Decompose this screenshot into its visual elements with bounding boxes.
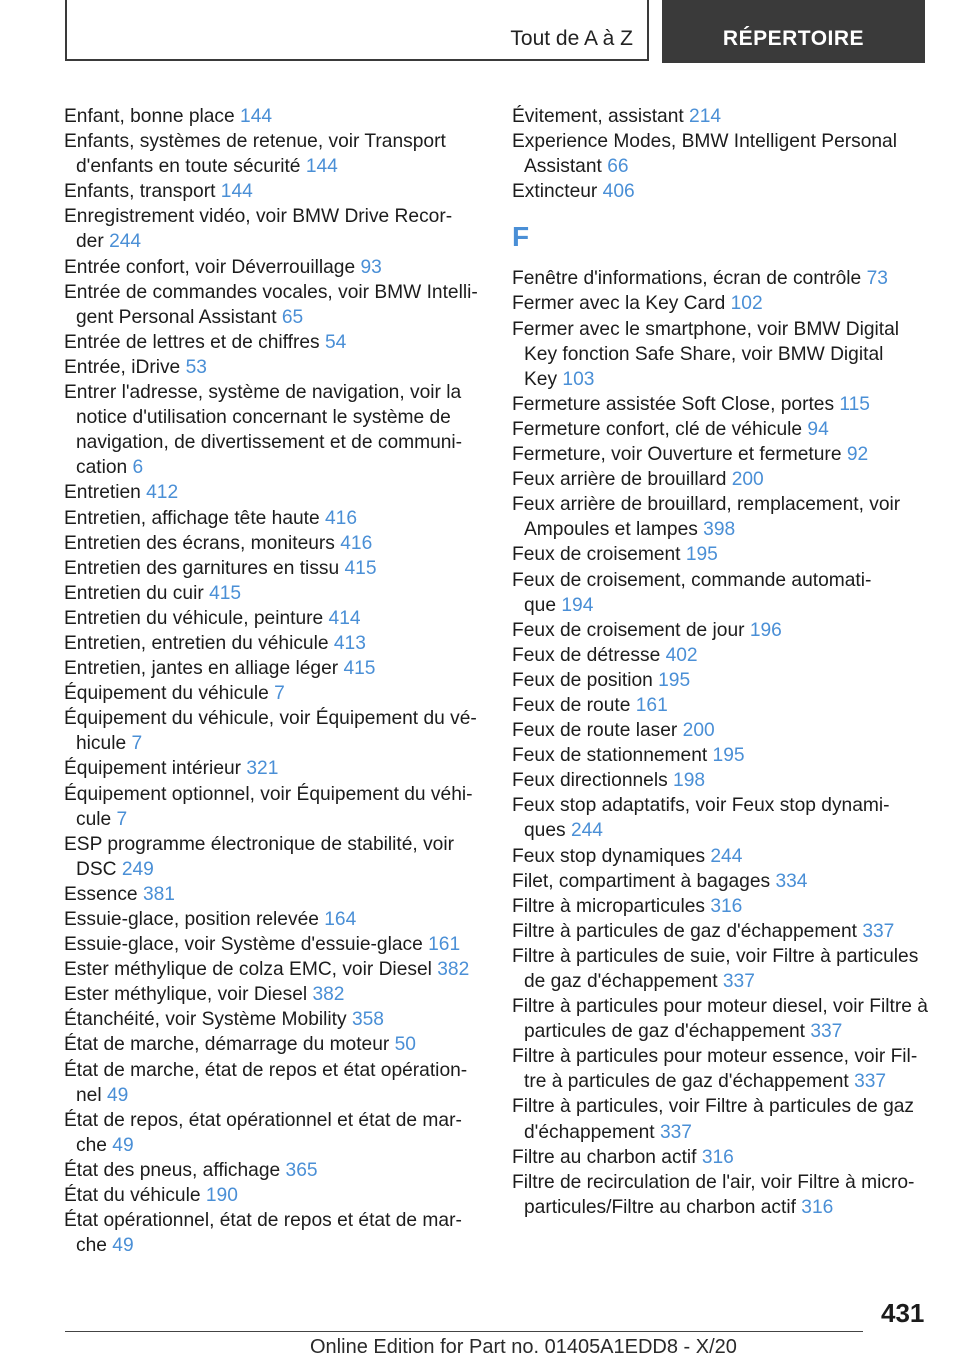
index-column-left <box>64 104 484 1258</box>
entry-text: Fermer avec le smartphone, voir BMW Digital <box>512 318 900 340</box>
entry-text: que <box>524 594 562 616</box>
index-entry <box>512 392 932 417</box>
entry-text: Feux arrière de brouillard <box>512 469 732 491</box>
index-entry <box>64 280 484 330</box>
index-entry <box>64 1158 484 1183</box>
page-reference-link[interactable]: 316 <box>801 1196 834 1218</box>
entry-text: Filtre à particules de suie, voir Filtre à particules <box>512 945 919 967</box>
entry-text: Feux directionnels <box>512 770 674 792</box>
page-reference-link[interactable]: 195 <box>685 544 718 566</box>
entry-text: Entretien <box>64 482 147 504</box>
index-entry <box>64 681 484 706</box>
entry-text: État des pneus, affichage <box>64 1159 286 1181</box>
entry-text: Entrée de commandes vocales, voir BMW Intelli‐ <box>64 281 478 303</box>
entry-text: Filtre à particules de gaz d'échappement <box>512 920 863 942</box>
index-entry <box>512 944 932 994</box>
index-group-f <box>512 266 932 1220</box>
edition-text: Online Edition for Part no. 01405A1EDD8 - X/20 <box>310 1336 737 1358</box>
entry-text: Feux de stationnement <box>512 745 713 767</box>
page-reference-link[interactable]: 7 <box>116 808 128 830</box>
entry-text: État du véhicule <box>64 1185 206 1207</box>
entry-text: hicule <box>76 733 132 755</box>
page-reference-link[interactable]: 406 <box>602 181 635 203</box>
entry-text: Feux de croisement, commande automati‐ <box>512 569 872 591</box>
page-reference-link[interactable]: 144 <box>305 156 338 178</box>
page-reference-link[interactable]: 195 <box>712 745 745 767</box>
index-entry <box>64 982 484 1007</box>
entry-text: Entretien du cuir <box>64 582 210 604</box>
entry-text: Entretien, entretien du véhicule <box>64 632 334 654</box>
entry-text: État de marche, état de repos et état opération‐ <box>64 1059 468 1081</box>
page-reference-link[interactable]: 214 <box>689 106 722 127</box>
index-entry <box>64 832 484 882</box>
index-entry <box>512 618 932 643</box>
entry-text: d'échappement <box>524 1121 660 1143</box>
section-letter-f: F <box>512 221 530 253</box>
page-reference-link[interactable]: 381 <box>142 883 175 905</box>
entry-text: Feux de détresse <box>512 644 666 666</box>
page-reference-link[interactable]: 54 <box>324 331 347 353</box>
entry-text: navigation, de divertissement et de communi‐ <box>76 432 463 454</box>
index-entry <box>64 907 484 932</box>
entry-text: Fermeture assistée Soft Close, portes <box>512 393 840 415</box>
page-reference-link[interactable]: 53 <box>185 356 207 378</box>
index-entry <box>64 782 484 832</box>
entry-text: d'enfants en toute sécurité <box>76 156 306 178</box>
entry-text: Fermer avec la Key Card <box>512 293 731 315</box>
index-entry <box>512 994 932 1044</box>
entry-text: Entretien des écrans, moniteurs <box>64 532 341 554</box>
index-entry <box>512 568 932 618</box>
entry-text: Feux stop adaptatifs, voir Feux stop dynami‐ <box>512 795 890 817</box>
index-entry <box>64 179 484 204</box>
page-reference-link[interactable]: 337 <box>810 1021 843 1043</box>
entry-text: particules/Filtre au charbon actif <box>524 1196 802 1218</box>
section-tab <box>65 0 649 61</box>
index-entry <box>64 204 484 254</box>
entry-text: Équipement optionnel, voir Équipement du véhi‐ <box>64 783 473 805</box>
index-entry <box>512 919 932 944</box>
index-entry <box>512 492 932 542</box>
entry-text: Fenêtre d'informations, écran de contrôle <box>512 268 867 290</box>
page-reference-link[interactable]: 194 <box>561 594 594 616</box>
entry-text: Filtre à particules pour moteur diesel, voir Filtre à <box>512 996 928 1018</box>
index-entry <box>512 793 932 843</box>
entry-text: Essuie-glace, voir Système d'essuie-glace <box>64 934 429 956</box>
index-entry <box>64 957 484 982</box>
index-entry <box>64 1208 484 1258</box>
page-reference-link[interactable]: 102 <box>730 293 763 315</box>
page-reference-link[interactable]: 66 <box>607 156 629 178</box>
page-reference-link[interactable]: 161 <box>428 934 461 956</box>
page-reference-link[interactable]: 414 <box>328 607 361 629</box>
index-entry <box>512 1094 932 1144</box>
entry-text: Entretien, affichage tête haute <box>64 507 325 529</box>
entry-text: Enfants, systèmes de retenue, voir Transport <box>64 131 446 153</box>
entry-text: de gaz d'échappement <box>524 971 723 992</box>
index-entry <box>64 1007 484 1032</box>
index-entry <box>64 556 484 581</box>
page-reference-link[interactable]: 334 <box>775 870 808 892</box>
index-entry <box>512 291 932 316</box>
page-reference-link[interactable]: 416 <box>340 532 373 554</box>
index-entry <box>512 643 932 668</box>
page-reference-link[interactable]: 365 <box>285 1159 318 1181</box>
index-entry <box>64 656 484 681</box>
page-reference-link[interactable]: 7 <box>274 683 285 705</box>
entry-text: État de repos, état opérationnel et état de mar‐ <box>64 1109 462 1131</box>
entry-text: Filtre à microparticules <box>512 895 711 917</box>
index-entry <box>512 718 932 743</box>
index-entry <box>64 756 484 781</box>
page-reference-link[interactable]: 415 <box>343 658 376 680</box>
page-reference-link[interactable]: 50 <box>394 1034 416 1056</box>
page-reference-link[interactable]: 115 <box>839 393 870 415</box>
entry-text: tre à particules de gaz d'échappement <box>524 1071 855 1093</box>
page-reference-link[interactable]: 196 <box>749 619 782 641</box>
page-number: 431 <box>881 1298 925 1328</box>
index-entry <box>512 179 932 204</box>
index-entry <box>64 104 484 129</box>
page-reference-link[interactable]: 93 <box>360 256 382 278</box>
index-entry <box>512 844 932 869</box>
entry-text: che <box>76 1134 113 1156</box>
entry-text: Filet, compartiment à bagages <box>512 870 776 892</box>
page-reference-link[interactable]: 161 <box>635 694 668 716</box>
page-reference-link[interactable]: 244 <box>710 845 743 867</box>
page-reference-link[interactable]: 337 <box>854 1071 887 1093</box>
index-entry <box>64 129 484 179</box>
repertoire-tab <box>662 0 925 63</box>
index-entry <box>512 1145 932 1170</box>
entry-text: Feux de route <box>512 694 636 716</box>
index-entry <box>64 631 484 656</box>
index-entry <box>512 1170 932 1220</box>
entry-text: Filtre au charbon actif <box>512 1146 702 1168</box>
entry-text: Ester méthylique de colza EMC, voir Diesel <box>64 959 438 981</box>
entry-text: Entrée, iDrive <box>64 356 186 378</box>
entry-text: Essence <box>64 883 143 905</box>
page-reference-link[interactable]: 337 <box>659 1121 692 1143</box>
page-reference-link[interactable]: 49 <box>112 1235 134 1257</box>
index-entry <box>512 442 932 467</box>
page-reference-link[interactable]: 164 <box>324 909 357 930</box>
page-reference-link[interactable]: 415 <box>344 557 377 579</box>
page-reference-link[interactable]: 321 <box>246 758 279 780</box>
entry-text: Étanchéité, voir Système Mobility <box>64 1009 352 1031</box>
page-reference-link[interactable]: 144 <box>220 181 253 203</box>
entry-text: nel <box>76 1084 107 1106</box>
entry-text: Feux arrière de brouillard, remplacement, voir <box>512 494 901 516</box>
entry-text: Feux de route laser <box>512 720 683 742</box>
page-reference-link[interactable]: 412 <box>146 482 179 504</box>
entry-text: Entrée de lettres et de chiffres <box>64 331 325 353</box>
entry-text: Key fonction Safe Share, voir BMW Digital <box>524 343 884 365</box>
page-reference-link[interactable]: 337 <box>862 920 895 942</box>
page-reference-link[interactable]: 190 <box>205 1185 238 1207</box>
entry-text: État de marche, démarrage du moteur <box>64 1034 395 1056</box>
index-entry <box>64 330 484 355</box>
entry-text: gent Personal Assistant <box>76 306 282 328</box>
entry-text: Équipement du véhicule, voir Équipement du vé‐ <box>64 708 477 730</box>
entry-text: Enfant, bonne place <box>64 106 241 127</box>
page-reference-link[interactable]: 200 <box>731 469 764 491</box>
page-reference-link[interactable]: 7 <box>131 733 143 755</box>
index-entry <box>512 668 932 693</box>
index-entry <box>512 743 932 768</box>
entry-text: cation <box>76 457 133 479</box>
page-reference-link[interactable]: 144 <box>240 106 273 127</box>
index-entry <box>64 255 484 280</box>
entry-text: Extincteur <box>512 181 603 203</box>
entry-text: DSC <box>76 858 122 880</box>
entry-text: Assistant <box>524 156 608 178</box>
index-entry <box>512 894 932 919</box>
entry-text: Filtre de recirculation de l'air, voir Filtre à micro‐ <box>512 1171 915 1193</box>
index-entry <box>64 706 484 756</box>
page-reference-link[interactable]: 103 <box>562 368 595 390</box>
page-reference-link[interactable]: 49 <box>106 1084 129 1106</box>
index-entry <box>64 1183 484 1208</box>
page-reference-link[interactable]: 200 <box>682 720 715 742</box>
index-entry <box>64 1058 484 1108</box>
entry-text: Entrer l'adresse, système de navigation, voir la <box>64 382 462 404</box>
page-reference-link[interactable]: 416 <box>325 507 358 529</box>
index-entry <box>512 317 932 392</box>
page-reference-link[interactable]: 249 <box>121 858 154 880</box>
entry-text: Fermeture confort, clé de véhicule <box>512 418 808 440</box>
entry-text: der <box>76 231 110 253</box>
entry-text: che <box>76 1235 113 1257</box>
index-entry <box>64 480 484 505</box>
page-reference-link[interactable]: 92 <box>846 444 869 466</box>
entry-text: Feux de croisement de jour <box>512 619 750 641</box>
entry-text: Key <box>524 368 563 390</box>
entry-text: Filtre à particules, voir Filtre à particules de gaz <box>512 1096 915 1118</box>
entry-text: Enregistrement vidéo, voir BMW Drive Recor‐ <box>64 206 453 228</box>
entry-text: Fermeture, voir Ouverture et fermeture <box>512 444 847 466</box>
page-reference-link[interactable]: 382 <box>312 984 345 1006</box>
index-entry <box>512 693 932 718</box>
page-reference-link[interactable]: 49 <box>112 1134 134 1156</box>
index-entry <box>64 882 484 907</box>
index-entry <box>512 266 932 291</box>
entry-text: Équipement intérieur <box>64 758 247 780</box>
page-reference-link[interactable]: 244 <box>109 231 142 253</box>
entry-text: ESP programme électronique de stabilité, voir <box>64 833 454 855</box>
index-entry <box>64 531 484 556</box>
page-reference-link[interactable]: 415 <box>209 582 242 604</box>
entry-text: particules de gaz d'échappement <box>524 1021 811 1043</box>
entry-text: Entretien des garnitures en tissu <box>64 557 345 579</box>
index-entry <box>64 1108 484 1158</box>
index-entry <box>64 380 484 480</box>
entry-text: Feux de croisement <box>512 544 686 566</box>
entry-text: État opérationnel, état de repos et état de mar‐ <box>64 1210 462 1232</box>
entry-text: Équipement du véhicule <box>64 683 275 705</box>
entry-text: Entretien du véhicule, peinture <box>64 607 329 629</box>
page-reference-link[interactable]: 198 <box>673 770 706 792</box>
index-entry <box>64 581 484 606</box>
index-entry <box>512 417 932 442</box>
entry-text: Enfants, transport <box>64 181 221 203</box>
index-entry <box>512 1044 932 1094</box>
page-reference-link[interactable]: 195 <box>658 669 691 691</box>
entry-text: Ampoules et lampes <box>524 519 704 541</box>
page-reference-link[interactable]: 94 <box>807 418 829 440</box>
page-reference-link[interactable]: 358 <box>351 1009 384 1031</box>
entry-text: Entrée confort, voir Déverrouillage <box>64 256 361 278</box>
repertoire-label: RÉPERTOIRE <box>722 27 865 50</box>
entry-text: Filtre à particules pour moteur essence, voir Fil‐ <box>512 1046 918 1068</box>
entry-text: Experience Modes, BMW Intelligent Personal <box>512 131 897 153</box>
index-entry <box>512 467 932 492</box>
index-entry <box>512 542 932 567</box>
entry-text: notice d'utilisation concernant le système de <box>76 407 451 429</box>
entry-text: cule <box>76 808 117 830</box>
entry-text: Feux de position <box>512 669 659 691</box>
page-reference-link[interactable]: 398 <box>703 519 736 541</box>
page-reference-link[interactable]: 244 <box>570 820 603 842</box>
index-entry <box>64 932 484 957</box>
section-label: Tout de A à Z <box>510 27 633 50</box>
index-entry <box>64 1032 484 1057</box>
page-reference-link[interactable]: 65 <box>281 306 304 328</box>
page-reference-link[interactable]: 402 <box>665 644 698 666</box>
index-entry <box>64 606 484 631</box>
page-reference-link[interactable]: 316 <box>701 1146 734 1168</box>
page-reference-link[interactable]: 316 <box>710 895 743 917</box>
index-column-right <box>512 104 932 1220</box>
entry-text: Évitement, assistant <box>512 106 690 127</box>
index-entry <box>512 869 932 894</box>
index-entry <box>64 506 484 531</box>
index-entry <box>512 104 932 129</box>
index-entry <box>512 768 932 793</box>
footer-divider <box>65 1331 863 1332</box>
index-entry <box>512 129 932 179</box>
index-group-e <box>512 104 932 204</box>
entry-text: Entretien, jantes en alliage léger <box>64 658 344 680</box>
page-reference-link[interactable]: 73 <box>866 268 888 290</box>
entry-text: ques <box>524 820 571 842</box>
entry-text: Ester méthylique, voir Diesel <box>64 984 313 1006</box>
page-header <box>65 0 925 63</box>
page-reference-link[interactable]: 382 <box>437 959 470 981</box>
page-reference-link[interactable]: 6 <box>132 457 144 479</box>
page-reference-link[interactable]: 337 <box>722 971 755 992</box>
entry-text: Feux stop dynamiques <box>512 845 711 867</box>
page-reference-link[interactable]: 413 <box>333 632 366 654</box>
entry-text: Essuie-glace, position relevée <box>64 909 325 930</box>
index-entry <box>64 355 484 380</box>
